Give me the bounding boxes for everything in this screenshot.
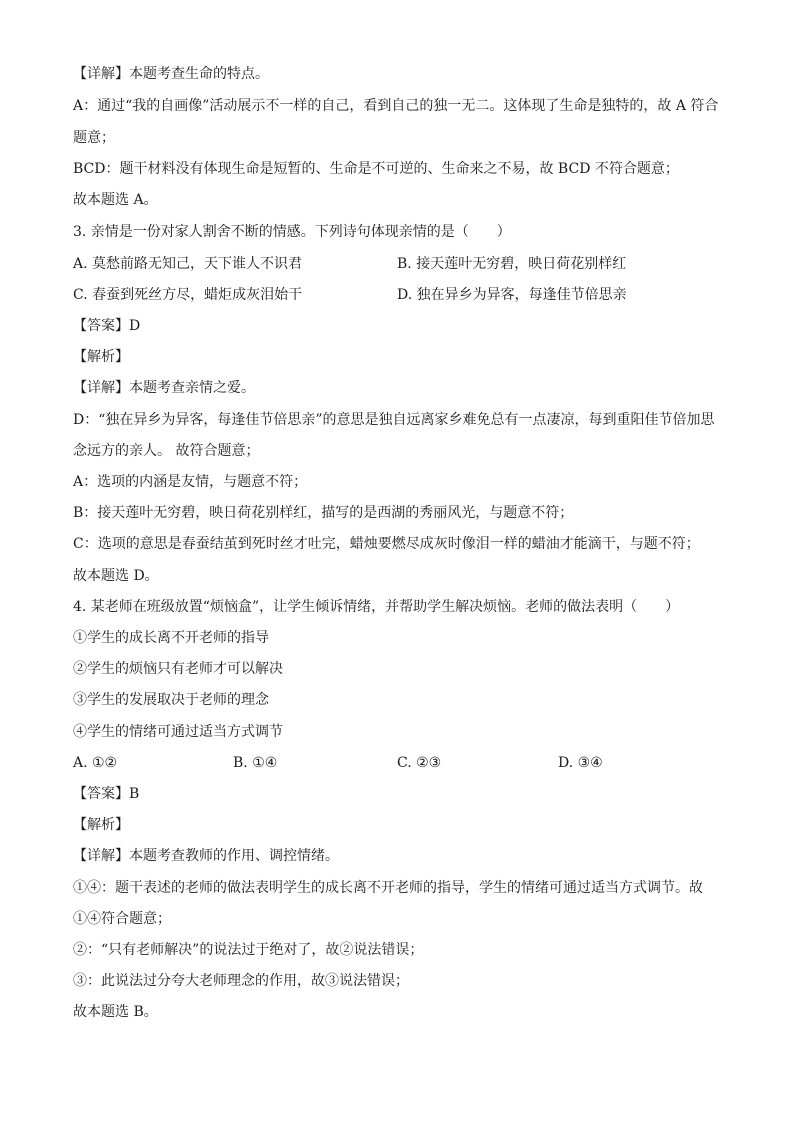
q3-answer: 【答案】D <box>73 318 141 334</box>
q3-option-d: D. 独在异乡为异客，每逢佳节倍思亲 <box>397 287 627 303</box>
q3-explain-d-line1: D：“独在异乡为异客，每逢佳节倍思亲”的意思是独自远离家乡难免总有一点凄凉，每到重阳佳节倍加思 <box>73 412 715 428</box>
q3-stem: 3. 亲情是一份对家人割舍不断的情感。下列诗句体现亲情的是（ ） <box>73 224 511 240</box>
q3-explain-b: B：接天莲叶无穷碧，映日荷花别样红，描写的是西湖的秀丽风光，与题意不符； <box>73 505 574 521</box>
q4-statement-4: ④学生的情绪可通过适当方式调节 <box>73 724 283 740</box>
prev-option-a-line1: A：通过“我的自画像”活动展示不一样的自己，看到自己的独一无二。这体现了生命是独特的，故 A 符合 <box>73 98 719 114</box>
q3-conclusion: 故本题选 D。 <box>73 568 159 584</box>
q4-option-c: C. ②③ <box>397 755 442 771</box>
q4-statement-1: ①学生的成长离不开老师的指导 <box>73 630 269 646</box>
q3-option-b: B. 接天莲叶无穷碧，映日荷花别样红 <box>397 256 627 272</box>
prev-option-bcd: BCD：题干材料没有体现生命是短暂的、生命是不可逆的、生命来之不易，故 BCD 不符合题意； <box>73 161 679 177</box>
q4-option-b: B. ①④ <box>233 755 278 771</box>
prev-detail: 【详解】本题考查生命的特点。 <box>73 66 269 82</box>
q4-option-a: A. ①② <box>73 755 118 771</box>
q3-detail: 【详解】本题考查亲情之爱。 <box>73 380 255 396</box>
q4-answer: 【答案】B <box>73 786 140 802</box>
q4-statement-3: ③学生的发展取决于老师的理念 <box>73 692 269 708</box>
q3-option-a: A. 莫愁前路无知己，天下谁人不识君 <box>73 256 303 272</box>
q3-explain-a: A：选项的内涵是友情，与题意不符； <box>73 474 308 490</box>
q3-explain-c: C：选项的意思是春蚕结茧到死时丝才吐完，蜡烛要燃尽成灰时像泪一样的蜡油才能滴干，与题不符； <box>73 536 700 552</box>
q4-analysis-label: 【解析】 <box>73 817 129 833</box>
q4-explain-3: ③：此说法过分夸大老师理念的作用，故③说法错误； <box>73 973 409 989</box>
q4-explain-2: ②：“只有老师解决”的说法过于绝对了，故②说法错误； <box>73 942 424 958</box>
q4-explain-14-line2: ①④符合题意； <box>73 911 171 927</box>
prev-option-a-line2: 题意； <box>73 130 115 146</box>
q3-analysis-label: 【解析】 <box>73 349 129 365</box>
q4-explain-14-line1: ①④：题干表述的老师的做法表明学生的成长离不开老师的指导，学生的情绪可通过适当方式调节。故 <box>73 880 703 896</box>
q4-stem: 4. 某老师在班级放置“烦恼盒”，让学生倾诉情绪，并帮助学生解决烦恼。老师的做法表明（ ） <box>73 599 680 615</box>
prev-conclusion: 故本题选 A。 <box>73 192 158 208</box>
q3-explain-d-line2: 念远方的亲人。 故符合题意； <box>73 443 260 459</box>
q4-option-d: D. ③④ <box>558 755 603 771</box>
q4-detail: 【详解】本题考查教师的作用、调控情绪。 <box>73 848 339 864</box>
q4-conclusion: 故本题选 B。 <box>73 1004 158 1020</box>
q4-statement-2: ②学生的烦恼只有老师才可以解决 <box>73 661 283 677</box>
q3-option-c: C. 春蚕到死丝方尽，蜡炬成灰泪始干 <box>73 287 303 303</box>
